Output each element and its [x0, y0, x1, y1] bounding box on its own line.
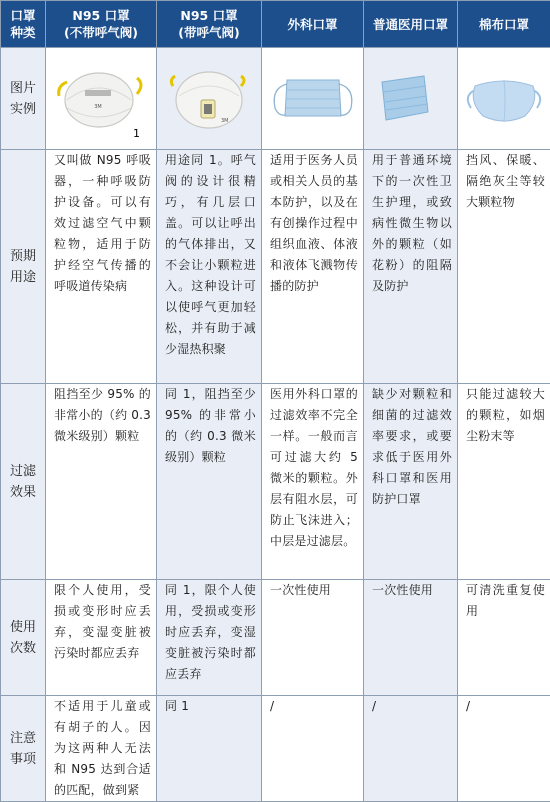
column-header-subtitle: (不带呼气阀): [46, 24, 156, 41]
usage-row: [1, 150, 550, 384]
surgical-mask-image: [265, 64, 361, 134]
times-cell-medical: 一次性使用: [364, 580, 458, 696]
image-cell-surgical: [262, 48, 364, 150]
corner-header: 口罩 种类: [1, 1, 46, 48]
svg-text:3M: 3M: [221, 118, 229, 124]
usage-cell-n95-valve: 用途同 1。呼气阀的设计很精巧，有几层口盖。可以让呼出的气体排出，又不会让小颗粒进入。这种设计可以使呼气更加轻松，并有助于减少湿热积聚: [157, 150, 262, 384]
times-cell-surgical: 一次性使用: [262, 580, 364, 696]
usage-cell-cotton: 挡风、保暖、隔绝灰尘等较大颗粒物: [458, 150, 550, 384]
notes-cell-surgical: /: [262, 696, 364, 802]
column-header-subtitle: (带呼气阀): [157, 24, 261, 41]
column-header-surgical: [262, 1, 364, 48]
filtration-cell-surgical: 医用外科口罩的过滤效率不完全一样。一般而言可过滤大约 5 微米的颗粒。外层有阻水层，可防止飞沫进入；中层是过滤层。: [262, 384, 364, 580]
row-label-times: 使用 次数: [1, 580, 46, 696]
medical-mask-image: [366, 64, 456, 134]
notes-cell-medical: /: [364, 696, 458, 802]
usage-cell-surgical: 适用于医务人员或相关人员的基本防护，以及在有创操作过程中组织血液、体液和液体飞溅物传播的防护: [262, 150, 364, 384]
row-label-filtration: 过滤 效果: [1, 384, 46, 580]
row-label-usage: 预期 用途: [1, 150, 46, 384]
notes-cell-cotton: /: [458, 696, 550, 802]
usage-cell-medical: 用于普通环境下的一次性卫生护理，或致病性微生物以外的颗粒（如花粉）的阻隔及防护: [364, 150, 458, 384]
column-header-cotton: [458, 1, 550, 48]
usage-cell-n95: 又叫做 N95 呼吸器，一种呼吸防护设备。可以有效过滤空气中颗粒物，适用于防护经空气传播的呼吸道传染病: [46, 150, 157, 384]
times-cell-n95: 限个人使用，受损或变形时应丢弃，变湿变脏被污染时都应丢弃: [46, 580, 157, 696]
row-label-notes: 注意 事项: [1, 696, 46, 802]
image-cell-medical: [364, 48, 458, 150]
column-header-title: 棉布口罩: [458, 16, 550, 33]
times-cell-n95-valve: 同 1，限个人使用，受损或变形时应丢弃，变湿变脏被污染时都应丢弃: [157, 580, 262, 696]
photo-caption-number: 1: [133, 127, 140, 140]
image-cell-n95-valve: [157, 48, 262, 150]
column-header-n95: [46, 1, 157, 48]
column-header-title: N95 口罩: [46, 7, 156, 24]
filtration-row: [1, 384, 550, 580]
image-cell-n95: [46, 48, 157, 150]
column-header-title: 普通医用口罩: [364, 16, 457, 33]
filtration-cell-n95: 阻挡至少 95% 的非常小的（约 0.3 微米级别）颗粒: [46, 384, 157, 580]
n95-valve-respirator-image: [161, 56, 257, 142]
notes-row: [1, 696, 550, 802]
times-row: [1, 580, 550, 696]
image-cell-cotton: [458, 48, 550, 150]
header-row: [1, 1, 550, 48]
column-header-title: N95 口罩: [157, 7, 261, 24]
notes-cell-n95-valve: 同 1: [157, 696, 262, 802]
filtration-cell-cotton: 只能过滤较大的颗粒，如烟尘粉末等: [458, 384, 550, 580]
column-header-n95-valve: [157, 1, 262, 48]
column-header-title: 外科口罩: [262, 16, 363, 33]
times-cell-cotton: 可清洗重复使用: [458, 580, 550, 696]
cotton-mask-image: [459, 64, 549, 134]
row-label-image: 图片 实例: [1, 48, 46, 150]
column-header-medical: [364, 1, 458, 48]
filtration-cell-n95-valve: 同 1，阻挡至少 95% 的非常小的（约 0.3 微米级别）颗粒: [157, 384, 262, 580]
n95-respirator-image: [51, 56, 151, 142]
notes-cell-n95: 不适用于儿童或有胡子的人。因为这两种人无法和 N95 达到合适的匹配，做到紧: [46, 696, 157, 802]
svg-text:3M: 3M: [94, 104, 102, 110]
image-row: [1, 48, 550, 150]
filtration-cell-medical: 缺少对颗粒和细菌的过滤效率要求，或要求低于医用外科口罩和医用防护口罩: [364, 384, 458, 580]
